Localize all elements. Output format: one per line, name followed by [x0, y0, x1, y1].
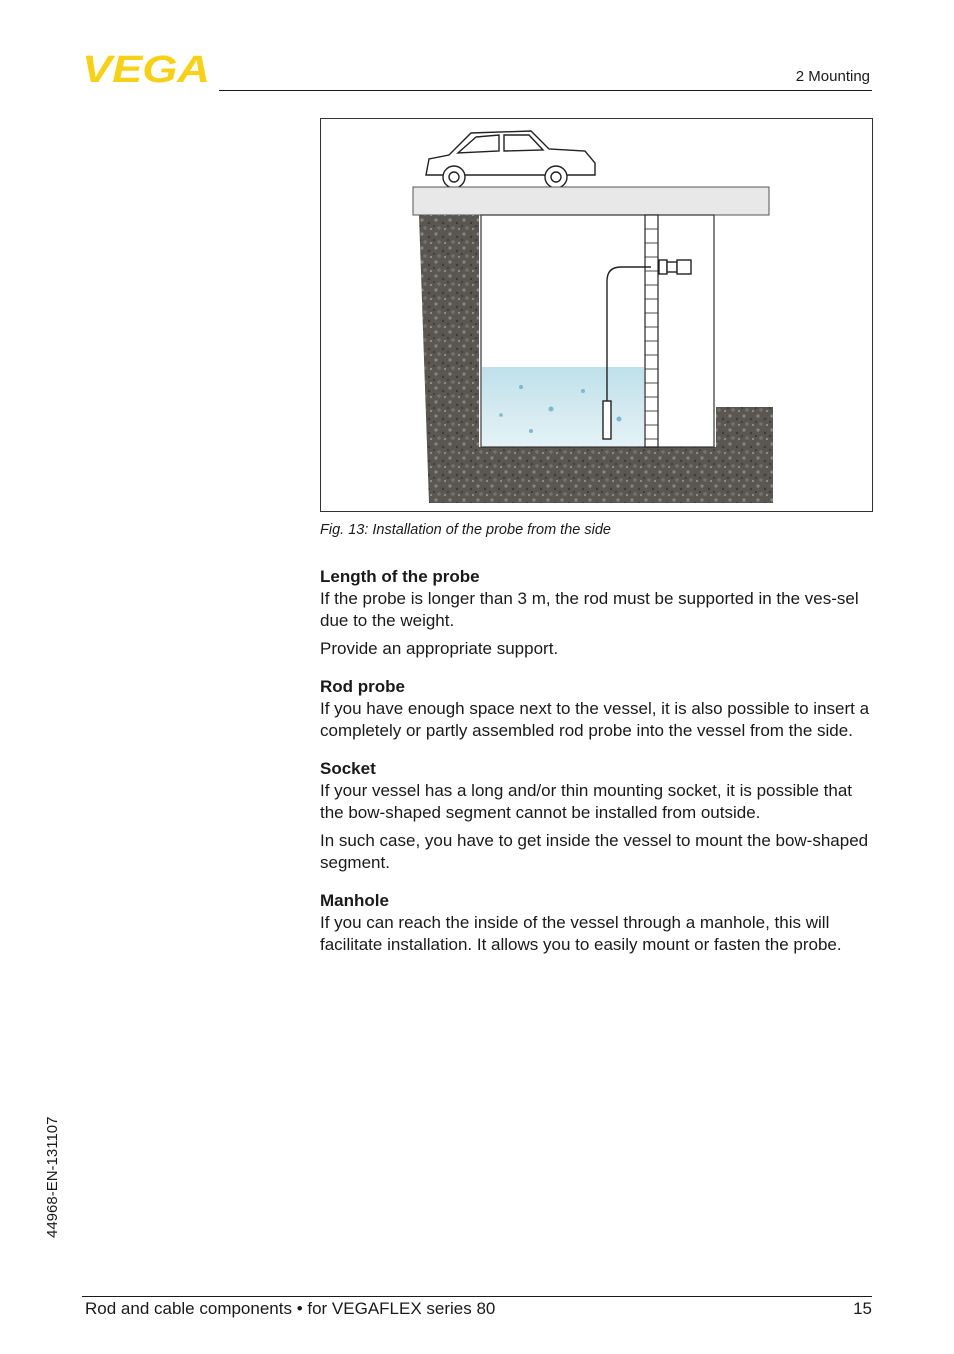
paragraph: Provide an appropriate support.: [320, 639, 559, 658]
paragraph: In such case, you have to get inside the vessel to mount the bow-shaped segment.: [320, 831, 869, 872]
paragraph: If the probe is longer than 3 m, the rod must be supported in the ves-sel due to the weight.: [320, 589, 859, 630]
section-socket: [320, 758, 876, 874]
paragraph: If your vessel has a long and/or thin mounting socket, it is possible that the bow-shaped segment cannot be installed from outside.: [320, 781, 853, 822]
section-heading: Socket: [320, 759, 376, 778]
section-heading: Manhole: [320, 891, 389, 910]
section-heading: Length of the probe: [320, 567, 480, 586]
vega-logo: [82, 52, 212, 84]
logo-text: VEGA: [82, 52, 210, 84]
paragraph: If you can reach the inside of the vessel through a manhole, this will facilitate installation. It allows you to easily mount or fasten the probe.: [320, 913, 842, 954]
section-manhole: [320, 890, 876, 956]
footer-divider: [82, 1296, 872, 1297]
ground-slab: [413, 187, 769, 215]
car-icon: [426, 131, 595, 188]
page-number: 15: [853, 1299, 872, 1318]
header-divider: [219, 90, 872, 91]
installation-figure: [320, 118, 873, 512]
document-number: 44968-EN-131107: [44, 1116, 61, 1238]
section-heading: Rod probe: [320, 677, 405, 696]
section-label: 2 Mounting: [795, 68, 870, 85]
footer-title: Rod and cable components • for VEGAFLEX series 80: [85, 1299, 496, 1318]
section-length-of-probe: [320, 566, 876, 660]
figure-caption: Fig. 13: Installation of the probe from the side: [320, 522, 611, 538]
main-content: [320, 566, 876, 972]
water: [482, 367, 644, 446]
section-rod-probe: [320, 676, 876, 742]
installation-illustration: [321, 119, 873, 512]
paragraph: If you have enough space next to the vessel, it is also possible to insert a completely or partly assembled rod probe into the vessel from the side.: [320, 699, 870, 740]
vessel-wall: [645, 215, 658, 447]
